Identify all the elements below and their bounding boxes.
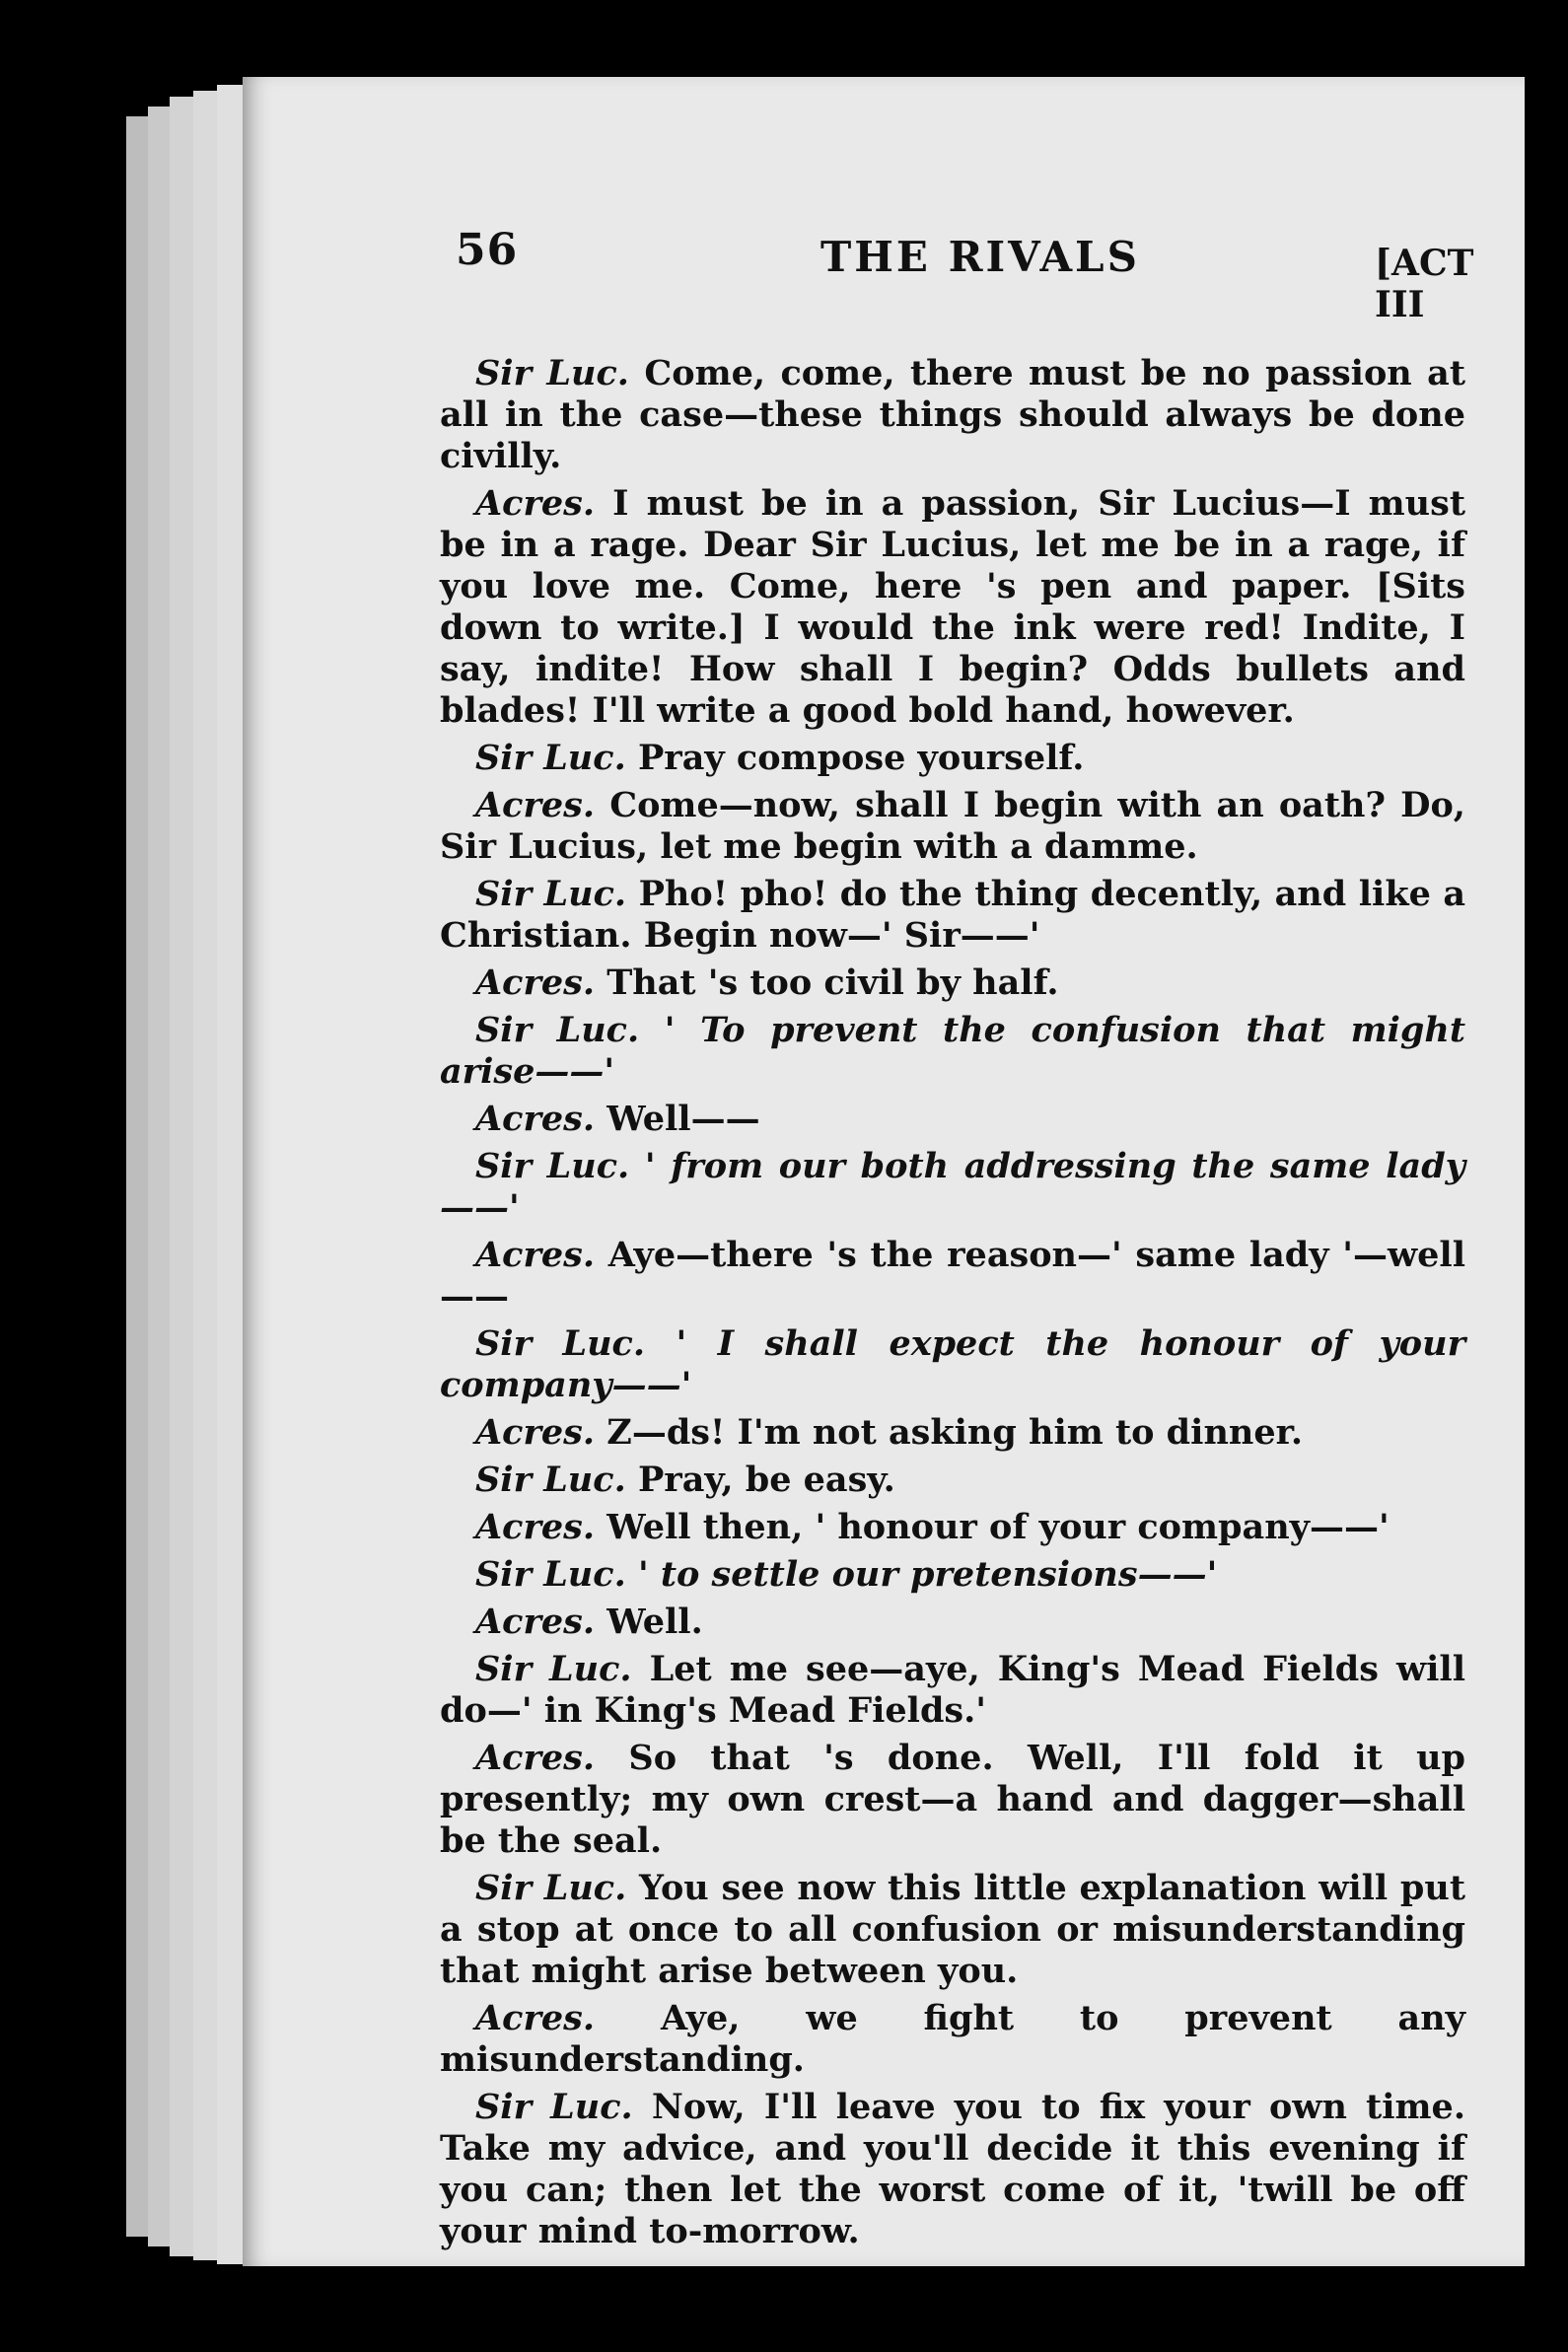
running-title: THE RIVALS (820, 233, 1140, 281)
dialogue-paragraph (440, 1099, 1465, 1140)
speaker-name: Sir Luc. (475, 1323, 646, 1364)
dialogue-paragraph (440, 1649, 1465, 1732)
speaker-name: Sir Luc. (475, 1554, 626, 1595)
speech-text: Let me see—aye, King's Mead Fields will do—' in King's Mead Fields.' (440, 1649, 1465, 1731)
speech-text: Aye, we fight to prevent any misunderstanding. (440, 1998, 1466, 2080)
speech-text: Pray compose yourself. (637, 738, 1085, 778)
speech-text: ' from our both addressing the same lady——' (440, 1146, 1465, 1228)
speaker-name: Acres. (475, 785, 596, 825)
speech-text: Pray, be easy. (637, 1460, 895, 1500)
dialogue-paragraph (440, 1323, 1465, 1406)
dialogue-paragraph (440, 1602, 1465, 1643)
speech-text: Well then, ' honour of your company——' (606, 1507, 1390, 1547)
speech-text: Well—— (606, 1099, 760, 1139)
speaker-name: Sir Luc. (475, 874, 627, 914)
dialogue-paragraph (440, 1554, 1465, 1596)
speech-text: Now, I'll leave you to fix your own time. Take my advice, and you'll decide it this evening if you can; then let the worst come of it, 'twill be off your mind to-morrow. (440, 2087, 1466, 2251)
dialogue-paragraph (440, 1738, 1465, 1862)
speech-text: Come, come, there must be no passion at all in the case—these things should always be done civilly. (440, 353, 1465, 476)
speech-text: So that 's done. Well, I'll fold it up presently; my own crest—a hand and dagger—shall be the seal. (440, 1738, 1466, 1861)
dialogue-paragraph (440, 1998, 1465, 2081)
speaker-name: Sir Luc. (475, 1010, 640, 1050)
page-number: 56 (456, 225, 519, 275)
speech-text: Come—now, shall I begin with an oath? Do, Sir Lucius, let me begin with a damme. (440, 785, 1465, 867)
speech-text: ' I shall expect the honour of your company——' (440, 1323, 1466, 1405)
page-header (243, 225, 1525, 325)
speech-text: Z—ds! I'm not asking him to dinner. (606, 1412, 1304, 1453)
speaker-name: Sir Luc. (475, 1460, 626, 1500)
dialogue-paragraph (440, 1146, 1465, 1229)
speech-text: Aye—there 's the reason—' same lady '—well—— (440, 1235, 1465, 1317)
speaker-name: Sir Luc. (475, 353, 629, 393)
speech-text: ' to settle our pretensions——' (637, 1554, 1218, 1595)
speech-text: I must be in a passion, Sir Lucius—I must be in a rage. Dear Sir Lucius, let me be in a rage, if you love me. Come, here 's pen and paper. [Sits down to write.] I would the ink were red! Indite, I say, indite! How shall I begin? Odds bullets and blades! I'll write a good bold hand, however. (440, 483, 1466, 731)
speaker-name: Acres. (475, 1412, 596, 1453)
dialogue-body (440, 353, 1465, 2258)
speech-text: Well. (606, 1602, 703, 1642)
speaker-name: Sir Luc. (475, 1146, 630, 1186)
dialogue-paragraph (440, 1507, 1465, 1548)
dialogue-paragraph (440, 1412, 1465, 1454)
speaker-name: Acres. (475, 1507, 596, 1547)
speech-text: Pho! pho! do the thing decently, and like a Christian. Begin now—' Sir——' (440, 874, 1466, 956)
speaker-name: Acres. (475, 483, 596, 524)
speech-text: That 's too civil by half. (606, 962, 1059, 1003)
act-marker: [ACT III (1375, 243, 1474, 325)
dialogue-paragraph (440, 353, 1465, 477)
dialogue-paragraph (440, 483, 1465, 732)
speaker-name: Acres. (475, 962, 596, 1003)
dialogue-paragraph (440, 1010, 1465, 1093)
dialogue-paragraph (440, 874, 1465, 957)
speech-text: ' To prevent the confusion that might arise——' (440, 1010, 1466, 1092)
dialogue-paragraph (440, 962, 1465, 1004)
speaker-name: Acres. (475, 1099, 596, 1139)
dialogue-paragraph (440, 1868, 1465, 1992)
speaker-name: Acres. (475, 1602, 596, 1642)
speaker-name: Acres. (475, 1998, 596, 2038)
dialogue-paragraph (440, 2087, 1465, 2252)
dialogue-paragraph (440, 1235, 1465, 1318)
speaker-name: Sir Luc. (475, 2087, 633, 2127)
dialogue-paragraph (440, 1460, 1465, 1501)
dialogue-paragraph (440, 738, 1465, 779)
book-page (243, 77, 1525, 2266)
speaker-name: Sir Luc. (475, 1868, 627, 1908)
speaker-name: Acres. (475, 1738, 596, 1778)
dialogue-paragraph (440, 785, 1465, 868)
speaker-name: Sir Luc. (475, 738, 626, 778)
speech-text: You see now this little explanation will put a stop at once to all confusion or misunderstanding that might arise between you. (440, 1868, 1466, 1991)
speaker-name: Sir Luc. (475, 1649, 632, 1689)
speaker-name: Acres. (475, 1235, 596, 1275)
